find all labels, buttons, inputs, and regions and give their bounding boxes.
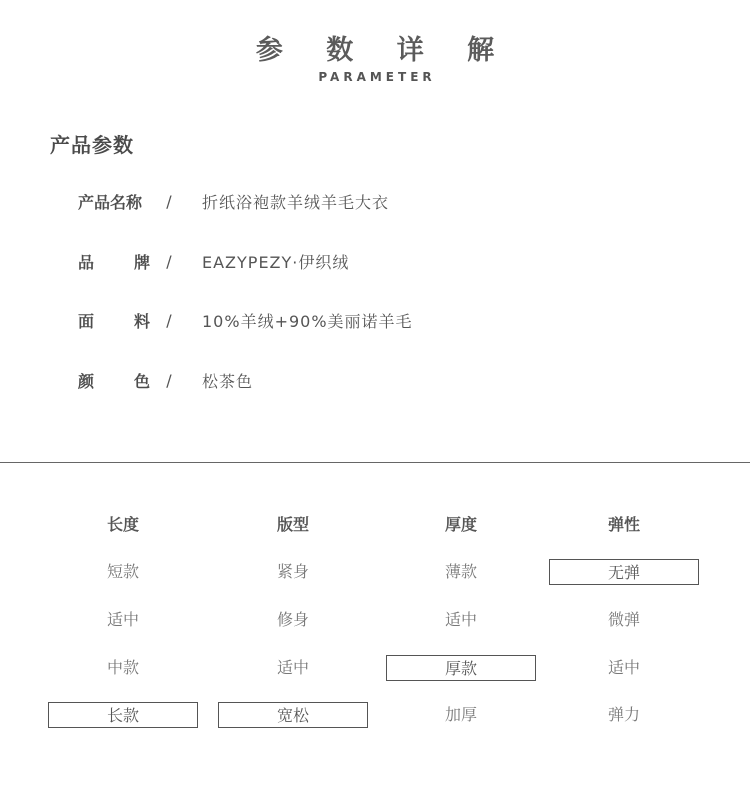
section-title: 产品参数 <box>50 133 134 157</box>
param-value: 松茶色 <box>202 371 254 391</box>
param-label <box>78 250 150 273</box>
option-fit-loose: 宽松 <box>218 702 368 728</box>
page-subtitle: PARAMETER <box>318 70 436 84</box>
option-length-mid: 中款 <box>106 658 139 677</box>
param-value: EAZYPEZY·伊织绒 <box>202 252 350 272</box>
column-header-fit: 版型 <box>276 515 309 534</box>
param-label-char: 料 <box>133 311 150 331</box>
option-thickness-medium: 适中 <box>444 610 477 629</box>
column-header-thickness: 厚度 <box>444 515 477 534</box>
option-fit-slim: 修身 <box>276 610 309 629</box>
option-elasticity-slight: 微弹 <box>607 610 640 629</box>
option-length-medium: 适中 <box>106 610 139 629</box>
param-value: 10%羊绒+90%美丽诺羊毛 <box>202 311 413 331</box>
param-separator: / <box>166 251 172 271</box>
option-thickness-thick: 厚款 <box>386 655 536 681</box>
param-label-char: 牌 <box>133 252 150 272</box>
option-length-long: 长款 <box>48 702 198 728</box>
option-thickness-thin: 薄款 <box>444 562 477 581</box>
param-label-text: 产品名称 <box>78 192 143 212</box>
param-separator: / <box>166 191 172 211</box>
option-elasticity-none: 无弹 <box>549 559 699 585</box>
param-label-char: 色 <box>133 371 150 391</box>
param-value: 折纸浴袍款羊绒羊毛大衣 <box>202 192 390 212</box>
page-title: 参 数 详 解 <box>255 35 512 66</box>
section-divider <box>0 462 750 463</box>
param-label-char: 面 <box>78 311 95 331</box>
option-length-short: 短款 <box>106 562 139 581</box>
param-row-name <box>78 189 389 213</box>
param-label <box>78 369 150 392</box>
column-header-elasticity: 弹性 <box>607 515 640 534</box>
option-fit-regular: 适中 <box>276 658 309 677</box>
option-elasticity-stretch: 弹力 <box>607 705 640 724</box>
param-row-color <box>78 368 253 392</box>
param-row-fabric <box>78 308 413 332</box>
param-separator: / <box>166 370 172 390</box>
param-label-char: 品 <box>78 252 95 272</box>
param-label <box>78 309 150 332</box>
option-fit-tight: 紧身 <box>276 562 309 581</box>
param-separator: / <box>166 310 172 330</box>
column-header-length: 长度 <box>106 515 139 534</box>
param-label-char: 颜 <box>78 371 95 391</box>
option-elasticity-medium: 适中 <box>607 658 640 677</box>
option-thickness-extra-thick: 加厚 <box>444 705 477 724</box>
param-label <box>78 190 150 213</box>
param-row-brand <box>78 249 349 273</box>
